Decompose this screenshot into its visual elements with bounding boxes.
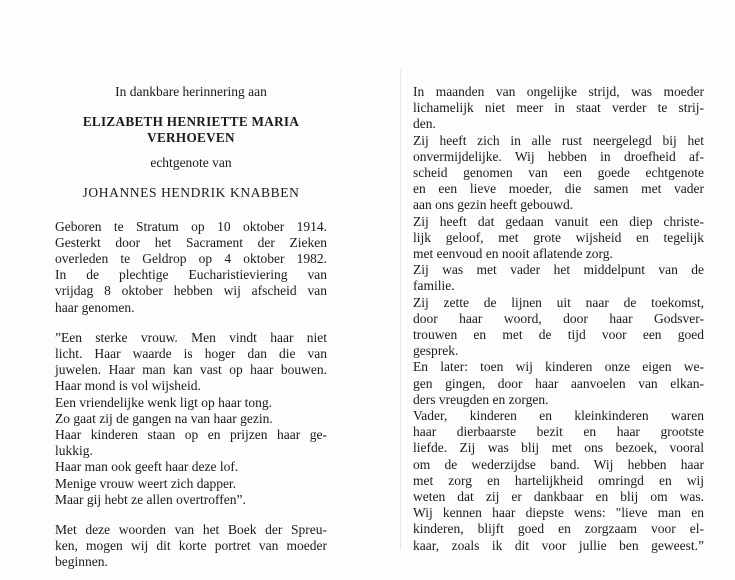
paragraph-line: En later: toen wij kinderen onze eigen we- bbox=[413, 359, 704, 375]
paragraph bbox=[413, 214, 704, 263]
paragraph-line: Zij zette de lijnen uit naar de toekomst, bbox=[413, 294, 704, 310]
paragraph-line: In maanden van ongelijke strijd, was moeder bbox=[413, 84, 704, 99]
paragraph-line: den. bbox=[413, 116, 436, 132]
quote-line: Menige vrouw weert zich dapper. bbox=[55, 475, 237, 491]
closing-line: ken, mogen wij dit korte portret van moeder bbox=[55, 538, 327, 554]
paragraph-line: lichamelijk niet meer in staat verder te strij- bbox=[413, 100, 704, 116]
quote-line: Maar gij hebt ze allen overtroffen”. bbox=[55, 491, 246, 507]
paragraph-line: Zij was met vader het middelpunt van de bbox=[413, 262, 704, 278]
left-column bbox=[55, 84, 327, 571]
bio-line: Gesterkt door het Sacrament der Zieken bbox=[55, 234, 327, 250]
paragraph-line: aan ons gezin heeft gebouwd. bbox=[413, 197, 574, 213]
right-column bbox=[413, 84, 704, 554]
quote-line: Haar kinderen staan op en prijzen haar ge- bbox=[55, 427, 327, 443]
bio-line: Geboren te Stratum op 10 oktober 1914. bbox=[55, 218, 327, 234]
paragraph-line: trouwen en met de tijd voor een goed bbox=[413, 327, 704, 343]
deceased-name-line-2: VERHOEVEN bbox=[147, 129, 235, 145]
paragraph-line: Zij heeft dat gedaan vanuit een diep christe- bbox=[413, 213, 704, 229]
paragraph-line: weten dat zij er dankbaar en blij om was. bbox=[413, 489, 704, 505]
quote-line: licht. Haar waarde is hoger dan die van bbox=[55, 346, 327, 362]
bio-line: In de plechtige Eucharistieviering van bbox=[55, 267, 327, 283]
intro-text: In dankbare herinnering aan bbox=[115, 84, 267, 99]
paragraph bbox=[413, 262, 704, 294]
paragraph-line: met eenvoud en nooit aflatende zorg. bbox=[413, 246, 613, 262]
paragraph-line: Zij heeft zich in alle rust neergelegd bij het bbox=[413, 132, 704, 148]
deceased-name-line-1: ELIZABETH HENRIETTE MARIA bbox=[82, 114, 300, 130]
paragraph bbox=[413, 295, 704, 360]
paragraph-line: met zorg en hartelijkheid omringd en wij bbox=[413, 472, 704, 488]
paragraph-line: kinderen, blijft goed en zorgzaam voor el- bbox=[413, 521, 704, 537]
bio-line: overleden te Geldrop op 4 oktober 1982. bbox=[55, 251, 327, 267]
closing-block bbox=[55, 522, 327, 571]
paragraph-line: onvermijdelijke. Wij hebben in droefheid af- bbox=[413, 148, 704, 164]
paragraph bbox=[413, 408, 704, 554]
bio-block bbox=[55, 219, 327, 316]
closing-line: beginnen. bbox=[55, 554, 108, 570]
paragraph-line: haar dierbaarste bezit en haar grootste bbox=[413, 424, 704, 440]
paragraph-line: Wij kennen haar diepste wens: "lieve man en bbox=[413, 505, 704, 521]
paragraph-line: ders vreugden en zorgen. bbox=[413, 391, 549, 407]
paragraph-line: liefde. Zij was blij met ons bezoek, vooral bbox=[413, 440, 704, 456]
paragraph-line: familie. bbox=[413, 278, 455, 294]
fold-line bbox=[400, 70, 401, 550]
paragraph-line: om de wederzijdse band. Wij hebben haar bbox=[413, 456, 704, 472]
closing-line: Met deze woorden van het Boek der Spreu- bbox=[55, 522, 327, 538]
paragraph-line: en een lieve moeder, die samen met vader bbox=[413, 181, 704, 197]
quote-line: juwelen. Haar man kan vast op haar bouwen. bbox=[55, 362, 327, 378]
paragraph bbox=[413, 133, 704, 214]
paragraph-line: scheid genomen van een goede echtgenote bbox=[413, 165, 704, 181]
quote-line: Haar mond is vol wijsheid. bbox=[55, 378, 201, 394]
bio-line: vrijdag 8 oktober hebben wij afscheid van bbox=[55, 283, 327, 299]
quote-line: Zo gaat zij de gangen na van haar gezin. bbox=[55, 410, 273, 426]
spouse-intro: echtgenote van bbox=[150, 155, 232, 171]
quote-line: Een vriendelijke wenk ligt op haar tong. bbox=[55, 394, 273, 410]
paragraph-line: lijk geloof, met grote wijsheid en tegelijk bbox=[413, 229, 704, 245]
paragraph-line: gesprek. bbox=[413, 343, 459, 359]
quote-block bbox=[55, 330, 327, 508]
paragraph bbox=[413, 84, 704, 133]
paragraph bbox=[413, 359, 704, 408]
paragraph-line: door haar woord, door haar Godsver- bbox=[413, 310, 704, 326]
quote-line: ”Een sterke vrouw. Men vindt haar niet bbox=[55, 329, 327, 345]
quote-line: Haar man ook geeft haar deze lof. bbox=[55, 459, 239, 475]
paragraph-line: kaar, zoals ik dit voor jullie ben geweest.” bbox=[413, 537, 704, 553]
paragraph-line: Vader, kinderen en kleinkinderen waren bbox=[413, 408, 704, 424]
bio-line: haar genomen. bbox=[55, 299, 135, 315]
spouse-name: JOHANNES HENDRIK KNABBEN bbox=[82, 185, 300, 201]
paragraph-line: gen gingen, door haar aanvoelen van elkan- bbox=[413, 375, 704, 391]
quote-line: lukkig. bbox=[55, 443, 93, 459]
